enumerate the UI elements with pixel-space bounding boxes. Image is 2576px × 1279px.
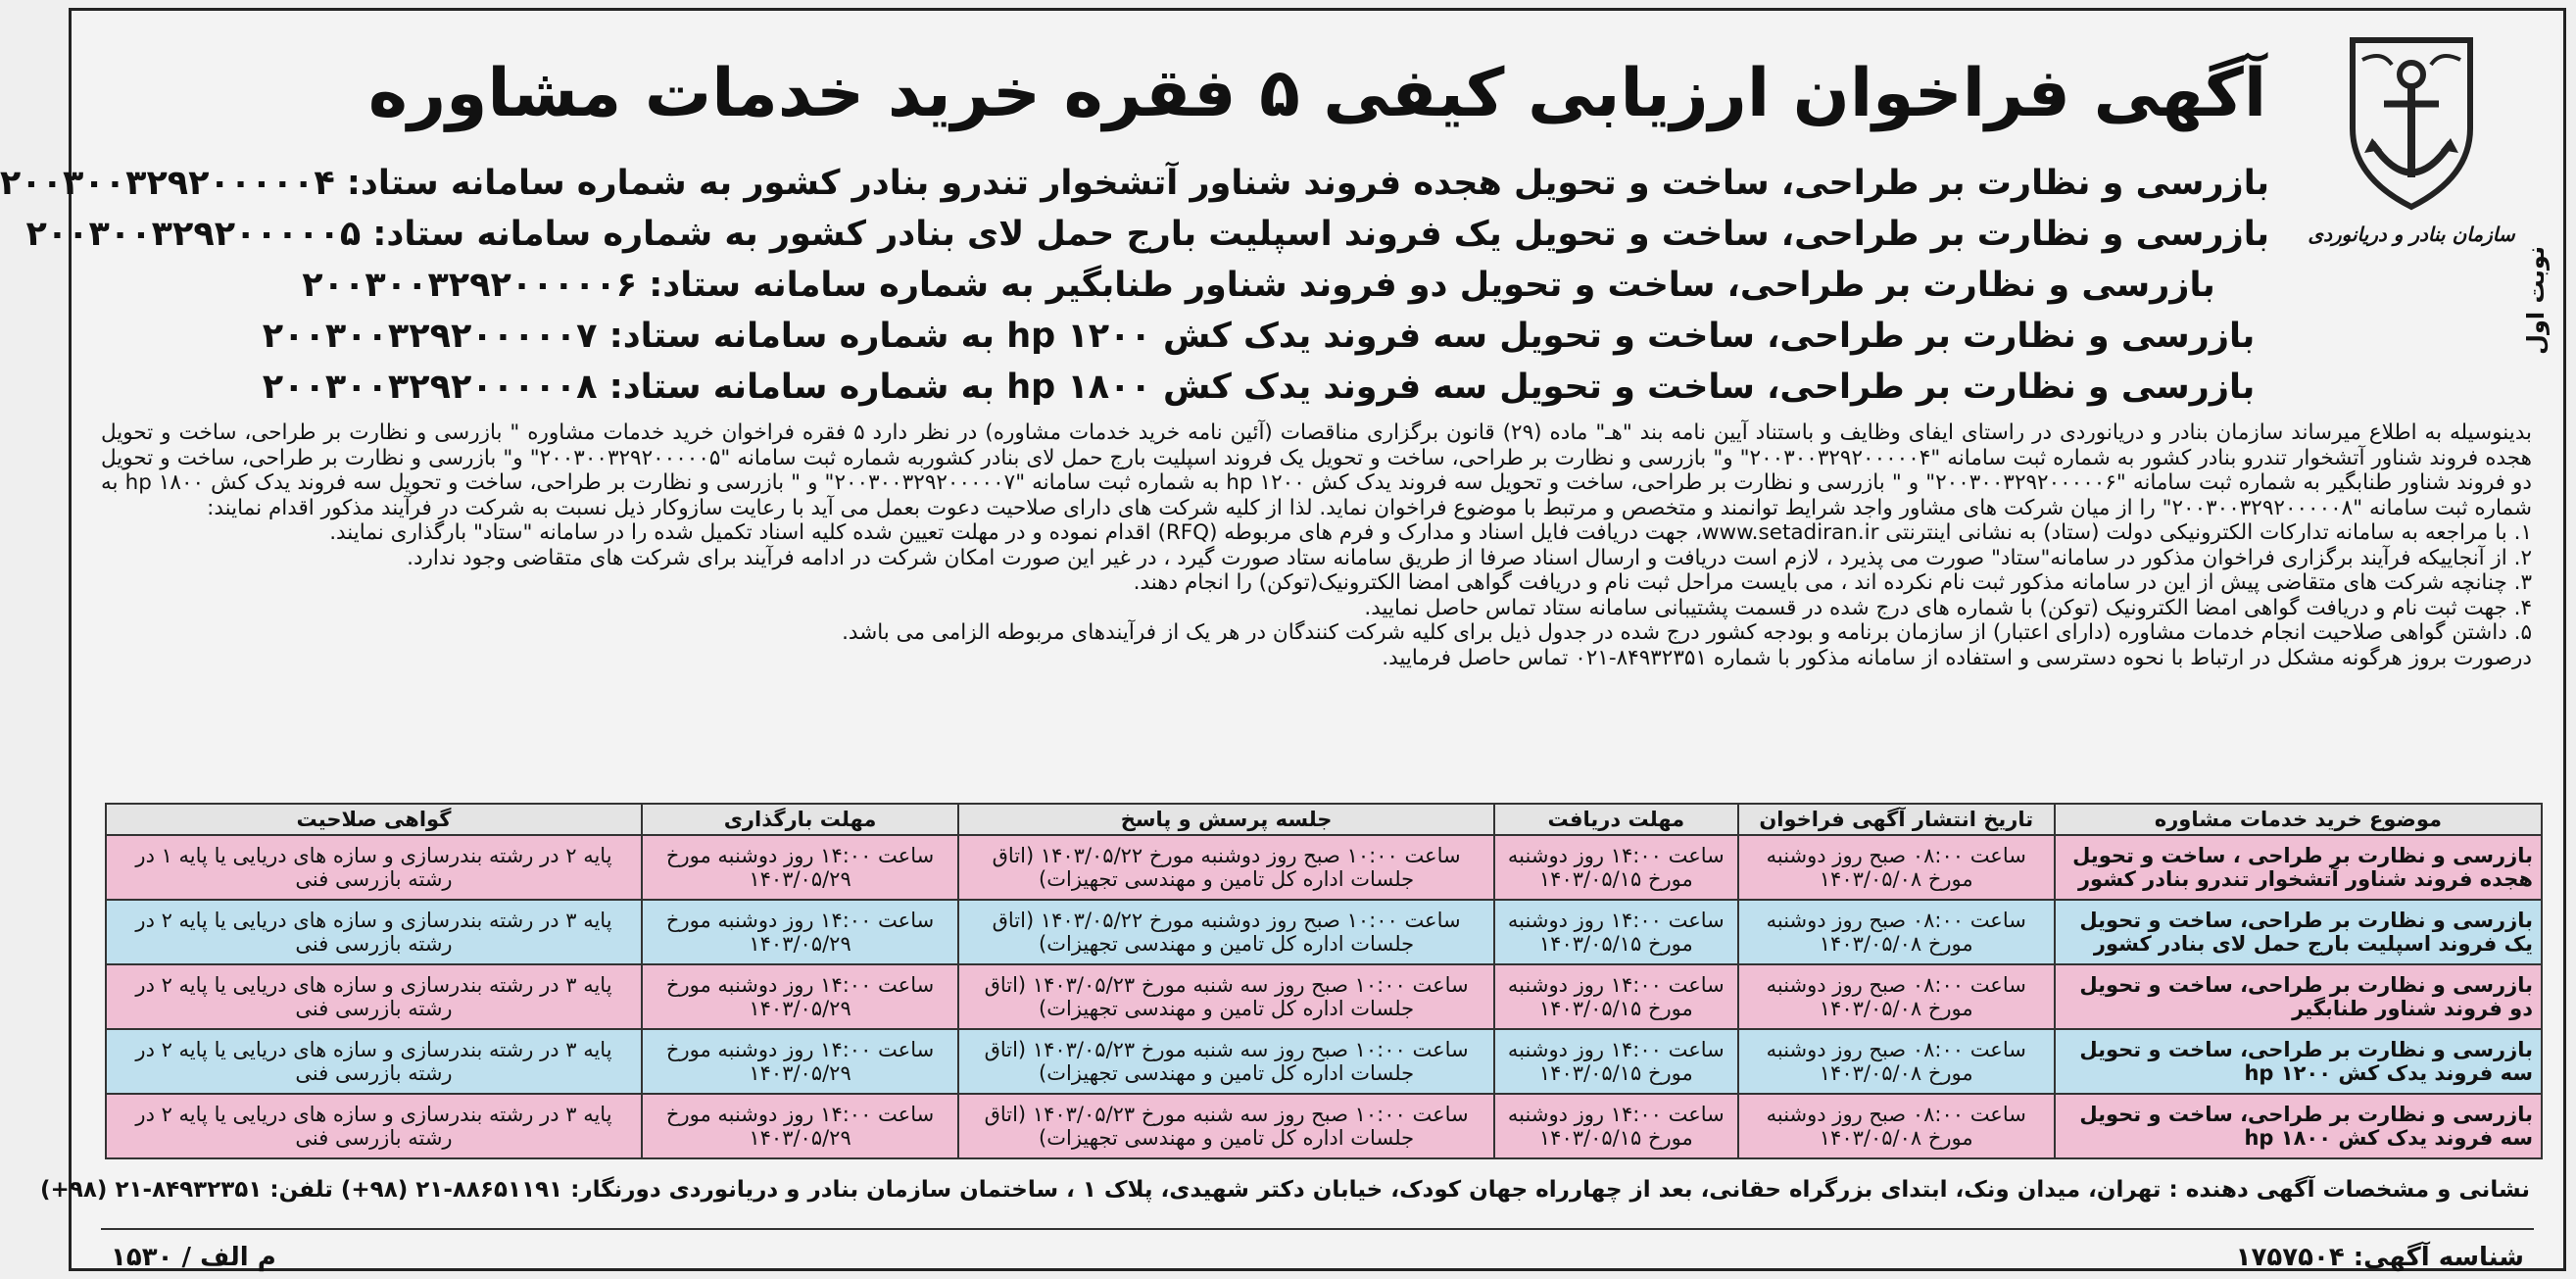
subject-line: بازرسی و نظارت بر طراحی، ساخت و تحویل سه فروند یدک کش hp ۱۸۰۰ به شماره سامانه ستاد: ۲۰۰۳۰۰۳۲۹۲۰۰۰۰۰۸	[262, 368, 2256, 407]
table-cell: ساعت ۱۴:۰۰ روز دوشنبه مورخ ۱۴۰۳/۰۵/۲۹	[642, 1029, 958, 1094]
table-cell: بازرسی و نظارت بر طراحی ، ساخت و تحویل هجده فروند شناور آتشخوار تندرو بنادر کشور	[2055, 835, 2542, 900]
anchor-shield-icon	[2313, 21, 2509, 217]
intro-paragraph: بدینوسیله به اطلاع میرساند سازمان بنادر و دریانوردی در راستای ایفای وظایف و باستناد آیین نامه بند "هـ" ماده (۲۹) قانون برگزاری مناقصات (آئین نامه خرید خدمات مشاوره) در نظر دارد ۵ فقره فراخوان خرید خدمات مشاوره " بازرسی و نظارت بر طراحی، ساخت و تحویل هجده فروند شناور آتشخوار تندرو بنادر کشور به شماره ثبت سامانه "۲۰۰۳۰۰۳۲۹۲۰۰۰۰۰۴" و" بازرسی و نظارت بر طراحی، ساخت و تحویل یک فروند اسپلیت بارج حمل لای بنادر کشوربه شماره ثبت سامانه "۲۰۰۳۰۰۳۲۹۲۰۰۰۰۰۵" و" بازرسی و نظارت بر طراحی، ساخت و تحویل دو فروند شناور طنابگیر به شماره ثبت سامانه "۲۰۰۳۰۰۳۲۹۲۰۰۰۰۰۶" و " بازرسی و نظارت بر طراحی، ساخت و تحویل سه فروند یدک کش hp ۱۲۰۰ به شماره ثبت سامانه "۲۰۰۳۰۰۳۲۹۲۰۰۰۰۰۷" و " بازرسی و نظارت بر طراحی، ساخت و تحویل سه فروند یدک کش hp ۱۸۰۰ به شماره ثبت سامانه "۲۰۰۳۰۰۳۲۹۲۰۰۰۰۰۸" را از میان شرکت های مشاور واجد شرایط توانمند و متخصص و مرتبط با موضوع فراخوان نماید. لذا از کلیه شرکت های دارای صلاحیت دعوت بعمل می آید با رعایت سازوکار ذیل نسبت به شرکت در فرآیند مذکور اقدام نمایند:	[101, 420, 2533, 520]
table-cell: پایه ۲ در رشته بندرسازی و سازه های دریایی یا پایه ۱ در رشته بازرسی فنی	[106, 835, 642, 900]
subject-line: بازرسی و نظارت بر طراحی، ساخت و تحویل هجده فروند شناور آتشخوار تندرو بنادر کشور به شماره سامانه ستاد: ۲۰۰۳۰۰۳۲۹۲۰۰۰۰۰۴	[0, 164, 2269, 203]
ad-code: م الف / ۱۵۳۰	[111, 1243, 276, 1272]
table-cell: ساعت ۰۸:۰۰ صبح روز دوشنبه مورخ ۱۴۰۳/۰۵/۰۸	[1738, 900, 2055, 964]
subject-line: بازرسی و نظارت بر طراحی، ساخت و تحویل یک فروند اسپلیت بارج حمل لای بنادر کشور به شماره سامانه ستاد: ۲۰۰۳۰۰۳۲۹۲۰۰۰۰۰۵	[25, 215, 2269, 254]
table-cell: ساعت ۰۸:۰۰ صبح روز دوشنبه مورخ ۱۴۰۳/۰۵/۰۸	[1738, 835, 2055, 900]
instruction-item: ۵. داشتن گواهی صلاحیت انجام خدمات مشاوره (دارای اعتبار) از سازمان برنامه و بودجه کشور درج شده در جدول ذیل برای کلیه شرکت کنندگان در هر یک از فرآیندهای مربوطه الزامی می باشد.	[842, 620, 2532, 645]
column-header: گواهی صلاحیت	[106, 804, 642, 835]
organization-logo	[2299, 21, 2524, 275]
advertisement-frame	[0, 8, 2566, 1272]
table-cell: ساعت ۱۴:۰۰ روز دوشنبه مورخ ۱۴۰۳/۰۵/۲۹	[642, 900, 958, 964]
organization-name: سازمان بنادر و دریانوردی	[2308, 222, 2515, 246]
subject-line: بازرسی و نظارت بر طراحی، ساخت و تحویل دو فروند شناور طنابگیر به شماره سامانه ستاد: ۲۰۰۳۰۰۳۲۹۲۰۰۰۰۰۶	[302, 266, 2215, 305]
table-cell: ساعت ۱۰:۰۰ صبح روز سه شنبه مورخ ۱۴۰۳/۰۵/۲۳ (اتاق جلسات اداره کل تامین و مهندسی تجهیزات)	[958, 1029, 1494, 1094]
table-cell: ساعت ۰۸:۰۰ صبح روز دوشنبه مورخ ۱۴۰۳/۰۵/۰۸	[1738, 1029, 2055, 1094]
table-cell: پایه ۳ در رشته بندرسازی و سازه های دریایی یا پایه ۲ در رشته بازرسی فنی	[106, 1029, 642, 1094]
announcement-body	[101, 420, 2532, 670]
column-header: موضوع خرید خدمات مشاوره	[2055, 804, 2542, 835]
page-title: آگهی فراخوان ارزیابی کیفی ۵ فقره خرید خدمات مشاوره	[367, 55, 2267, 132]
table-row	[106, 964, 2542, 1029]
instruction-item: ۲. از آنجاییکه فرآیند برگزاری فراخوان مذکور در سامانه"ستاد" صورت می پذیرد ، لازم است دریافت و ارسال اسناد صرفا از طریق سامانه ستاد صورت گیرد ، در غیر این صورت امکان شرکت در ادامه فرآیند برای شرکت های متقاضی وجود ندارد.	[407, 545, 2532, 570]
table-cell: بازرسی و نظارت بر طراحی، ساخت و تحویل سه فروند یدک کش hp ۱۸۰۰	[2055, 1094, 2542, 1158]
instruction-item: ۳. چنانچه شرکت های متقاضی پیش از این در سامانه مذکور ثبت نام نکرده اند ، می بایست مراحل ثبت نام و دریافت گواهی امضا الکترونیک(توکن) را انجام دهند.	[1133, 570, 2532, 595]
table-cell: ساعت ۱۴:۰۰ روز دوشنبه مورخ ۱۴۰۳/۰۵/۱۵	[1494, 1029, 1738, 1094]
table-cell: ساعت ۱۰:۰۰ صبح روز دوشنبه مورخ ۱۴۰۳/۰۵/۲۲ (اتاق جلسات اداره کل تامین و مهندسی تجهیزات)	[958, 900, 1494, 964]
instruction-item: ۴. جهت ثبت نام و دریافت گواهی امضا الکترونیک (توکن) با شماره های درج شده در قسمت پشتیبانی سامانه ستاد تماس حاصل نمایید.	[1364, 595, 2532, 620]
table-cell: پایه ۳ در رشته بندرسازی و سازه های دریایی یا پایه ۲ در رشته بازرسی فنی	[106, 900, 642, 964]
table-cell: بازرسی و نظارت بر طراحی، ساخت و تحویل دو فروند شناور طنابگیر	[2055, 964, 2542, 1029]
subjects-list	[0, 158, 2269, 413]
table-cell: پایه ۳ در رشته بندرسازی و سازه های دریایی یا پایه ۲ در رشته بازرسی فنی	[106, 964, 642, 1029]
schedule-table	[105, 803, 2543, 1159]
column-header: مهلت بارگذاری	[642, 804, 958, 835]
advertiser-address: نشانی و مشخصات آگهی دهنده : تهران، میدان ونک، ابتدای بزرگراه حقانی، بعد از چهارراه جهان کودک، خیابان دکتر شهیدی، پلاک ۱ ، ساختمان سازمان بنادر و دریانوردی دورنگار: ۸۸۶۵۱۱۹۱-۲۱ (۹۸+) تلفن: ۸۴۹۳۲۳۵۱-۲۱ (۹۸+)	[40, 1177, 2530, 1203]
column-header: مهلت دریافت	[1494, 804, 1738, 835]
footer-bar	[101, 1228, 2534, 1273]
table-cell: ساعت ۱۰:۰۰ صبح روز دوشنبه مورخ ۱۴۰۳/۰۵/۲۲ (اتاق جلسات اداره کل تامین و مهندسی تجهیزات)	[958, 835, 1494, 900]
column-header: تاریخ انتشار آگهی فراخوان	[1738, 804, 2055, 835]
table-cell: ساعت ۱۴:۰۰ روز دوشنبه مورخ ۱۴۰۳/۰۵/۱۵	[1494, 1094, 1738, 1158]
table-row	[106, 835, 2542, 900]
table-cell: ساعت ۰۸:۰۰ صبح روز دوشنبه مورخ ۱۴۰۳/۰۵/۰۸	[1738, 1094, 2055, 1158]
table-header-row	[106, 804, 2542, 835]
instruction-item: ۱. با مراجعه به سامانه تدارکات الکترونیکی دولت (ستاد) به نشانی اینترنتی www.setadiran.ir، جهت دریافت فایل اسناد و مدارک و فرم های مربوطه (RFQ) اقدام نموده و در مهلت تعیین شده کلیه اسناد تکمیل شده را در سامانه "ستاد" بارگذاری نمایند.	[329, 520, 2532, 545]
subject-line: بازرسی و نظارت بر طراحی، ساخت و تحویل سه فروند یدک کش hp ۱۲۰۰ به شماره سامانه ستاد: ۲۰۰۳۰۰۳۲۹۲۰۰۰۰۰۷	[262, 317, 2256, 356]
table-cell: ساعت ۱۴:۰۰ روز دوشنبه مورخ ۱۴۰۳/۰۵/۲۹	[642, 964, 958, 1029]
column-header: جلسه پرسش و پاسخ	[958, 804, 1494, 835]
publication-round: نوبت اول	[2522, 246, 2550, 355]
table-cell: ساعت ۱۴:۰۰ روز دوشنبه مورخ ۱۴۰۳/۰۵/۲۹	[642, 835, 958, 900]
ad-id: شناسه آگهی: ۱۷۵۷۵۰۴	[2235, 1243, 2524, 1272]
table-cell: ساعت ۱۰:۰۰ صبح روز سه شنبه مورخ ۱۴۰۳/۰۵/۲۳ (اتاق جلسات اداره کل تامین و مهندسی تجهیزات)	[958, 1094, 1494, 1158]
table-cell: ساعت ۱۴:۰۰ روز دوشنبه مورخ ۱۴۰۳/۰۵/۱۵	[1494, 835, 1738, 900]
table-cell: ساعت ۱۰:۰۰ صبح روز سه شنبه مورخ ۱۴۰۳/۰۵/۲۳ (اتاق جلسات اداره کل تامین و مهندسی تجهیزات)	[958, 964, 1494, 1029]
table-cell: ساعت ۱۴:۰۰ روز دوشنبه مورخ ۱۴۰۳/۰۵/۲۹	[642, 1094, 958, 1158]
table-cell: ساعت ۰۸:۰۰ صبح روز دوشنبه مورخ ۱۴۰۳/۰۵/۰۸	[1738, 964, 2055, 1029]
table-cell: ساعت ۱۴:۰۰ روز دوشنبه مورخ ۱۴۰۳/۰۵/۱۵	[1494, 900, 1738, 964]
table-cell: بازرسی و نظارت بر طراحی، ساخت و تحویل یک فروند اسپلیت بارج حمل لای بنادر کشور	[2055, 900, 2542, 964]
contact-note: درصورت بروز هرگونه مشکل در ارتباط با نحوه دسترسی و استفاده از سامانه مذکور با شماره ۸۴۹۳۲۳۵۱-۰۲۱ تماس حاصل فرمایید.	[1382, 645, 2532, 670]
table-cell: بازرسی و نظارت بر طراحی، ساخت و تحویل سه فروند یدک کش hp ۱۲۰۰	[2055, 1029, 2542, 1094]
table-cell: ساعت ۱۴:۰۰ روز دوشنبه مورخ ۱۴۰۳/۰۵/۱۵	[1494, 964, 1738, 1029]
table-cell: پایه ۳ در رشته بندرسازی و سازه های دریایی یا پایه ۲ در رشته بازرسی فنی	[106, 1094, 642, 1158]
table-row	[106, 1029, 2542, 1094]
table-row	[106, 1094, 2542, 1158]
table-row	[106, 900, 2542, 964]
